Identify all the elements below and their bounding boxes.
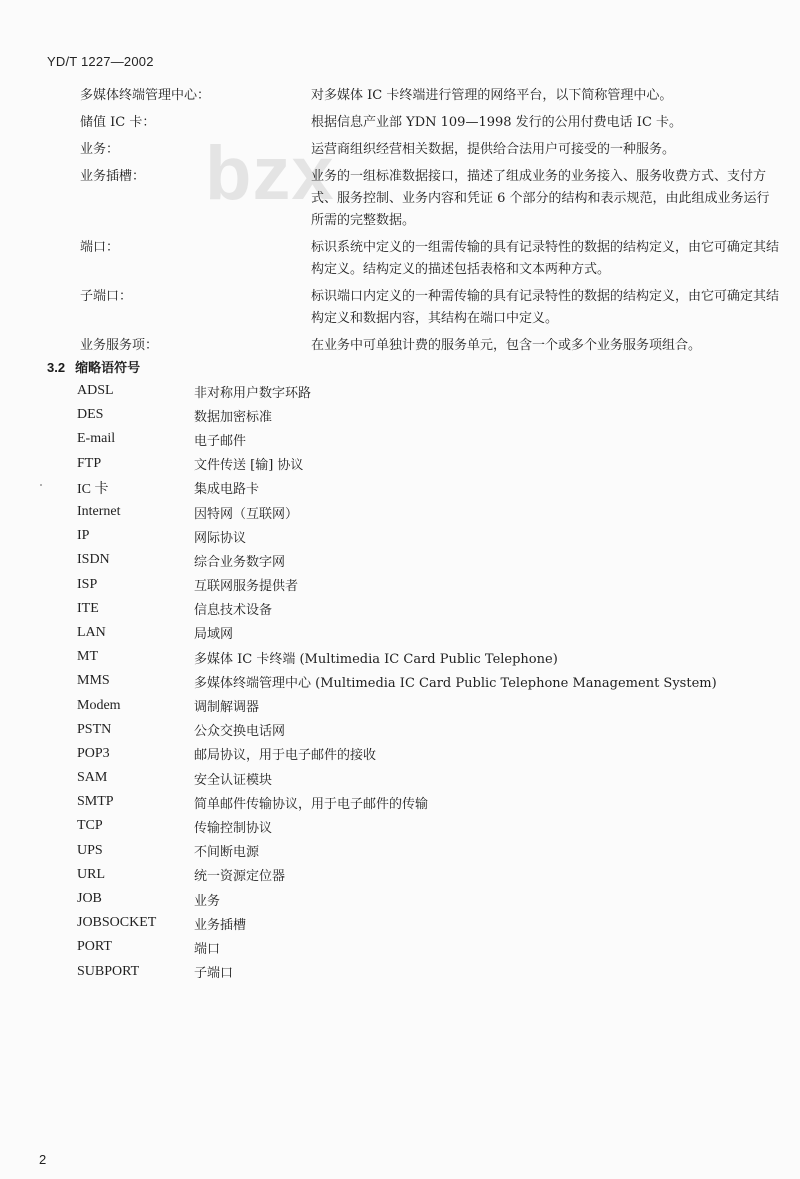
term-row [80, 335, 780, 357]
abbreviation-code: FTP [77, 455, 102, 471]
abbreviation-meaning: 业务插槽 [194, 917, 247, 933]
abbreviation-code: LAN [77, 624, 106, 640]
abbreviation-row [77, 452, 787, 476]
abbreviation-meaning: 互联网服务提供者 [194, 579, 299, 595]
abbreviation-code: IC 卡 [77, 481, 109, 497]
abbreviation-code: URL [77, 866, 105, 882]
term-definition: 对多媒体 IC 卡终端进行管理的网络平台，以下简称管理中心。 [311, 88, 673, 103]
abbreviation-meaning: 电子邮件 [194, 433, 247, 449]
abbreviation-meaning: 因特网（互联网） [194, 506, 299, 522]
abbreviation-code: IP [77, 528, 90, 544]
abbreviation-code: DES [77, 407, 104, 423]
abbreviation-meaning: 非对称用户数字环路 [194, 385, 312, 401]
term-row [80, 166, 780, 232]
abbreviation-code: POP3 [77, 745, 110, 761]
abbreviation-row [77, 742, 787, 766]
abbreviation-meaning: 业务 [194, 893, 221, 909]
abbreviation-row [77, 621, 787, 645]
abbreviation-row [77, 427, 787, 451]
abbreviation-meaning: 综合业务数字网 [194, 554, 286, 570]
abbreviation-meaning: 子端口 [194, 966, 234, 982]
abbreviation-row [77, 597, 787, 621]
abbreviation-meaning: 端口 [194, 941, 221, 957]
abbreviation-meaning: 数据加密标准 [194, 409, 273, 425]
section-title: 缩略语符号 [75, 360, 141, 375]
abbreviation-row [77, 500, 787, 524]
term-row [80, 139, 780, 161]
term-row [80, 237, 780, 281]
term-definitions [80, 85, 780, 362]
abbreviation-row [77, 814, 787, 838]
watermark: bzx [205, 131, 335, 216]
term-label: 端口： [80, 240, 120, 255]
term-label: 多媒体终端管理中心： [80, 88, 211, 103]
abbreviation-code: TCP [77, 818, 103, 834]
abbreviation-meaning: 邮局协议，用于电子邮件的接收 [194, 748, 377, 764]
abbreviation-row [77, 379, 787, 403]
abbreviation-meaning: 简单邮件传输协议，用于电子邮件的传输 [194, 796, 429, 812]
abbreviation-meaning: 文件传送 [输] 协议 [194, 458, 304, 474]
abbreviation-row [77, 548, 787, 572]
term-definition: 运营商组织经营相关数据，提供给合法用户可接受的一种服务。 [311, 142, 676, 157]
abbreviation-row [77, 935, 787, 959]
abbreviation-code: PSTN [77, 721, 112, 737]
abbreviation-meaning: 集成电路卡 [194, 482, 260, 498]
section-heading [47, 357, 140, 376]
abbreviation-row [77, 573, 787, 597]
abbreviation-code: MMS [77, 673, 110, 689]
abbreviation-meaning: 多媒体终端管理中心 (Multimedia IC Card Public Telephone Management System) [194, 675, 717, 691]
term-label: 业务服务项： [80, 338, 159, 353]
abbreviation-row [77, 693, 787, 717]
term-row [80, 85, 780, 107]
abbreviation-row [77, 645, 787, 669]
section-number: 3.2 [47, 360, 66, 375]
term-row [80, 286, 780, 330]
abbreviation-meaning: 传输控制协议 [194, 820, 273, 836]
term-row [80, 112, 780, 134]
abbreviation-row [77, 476, 787, 500]
term-definition: 业务的一组标准数据接口，描述了组成业务的业务接入、服务收费方式、支付方式、服务控制、业务内容和凭证 6 个部分的结构和表示规范，由此组成业务运行所需的完整数据。 [311, 169, 770, 228]
abbreviation-code: JOBSOCKET [77, 915, 157, 931]
abbreviation-row [77, 863, 787, 887]
scan-speck [40, 484, 42, 486]
abbreviation-meaning: 网际协议 [194, 530, 247, 546]
abbreviation-code: E-mail [77, 431, 116, 447]
term-definition: 标识端口内定义的一种需传输的具有记录特性的数据的结构定义，由它可确定其结构定义和数据内容，其结构在端口中定义。 [311, 289, 780, 326]
abbreviation-code: MT [77, 649, 98, 665]
abbreviation-code: SAM [77, 770, 108, 786]
abbreviation-code: PORT [77, 939, 112, 955]
abbreviation-code: ISDN [77, 552, 110, 568]
abbreviation-meaning: 不间断电源 [194, 845, 260, 861]
abbreviation-meaning: 局域网 [194, 627, 234, 643]
abbreviation-code: Modem [77, 697, 121, 713]
standard-code: YD/T 1227—2002 [47, 54, 154, 69]
abbreviation-code: JOB [77, 891, 102, 907]
abbreviation-code: SUBPORT [77, 963, 140, 979]
abbreviation-row [77, 839, 787, 863]
abbreviation-code: Internet [77, 504, 121, 520]
abbreviation-row [77, 887, 787, 911]
term-label: 储值 IC 卡： [80, 115, 156, 130]
term-definition: 根据信息产业部 YDN 109—1998 发行的公用付费电话 IC 卡。 [311, 115, 683, 130]
abbreviation-meaning: 多媒体 IC 卡终端 (Multimedia IC Card Public Telephone) [194, 651, 558, 667]
abbreviation-list [77, 379, 787, 984]
abbreviation-row [77, 790, 787, 814]
abbreviation-meaning: 统一资源定位器 [194, 869, 286, 885]
abbreviation-code: ADSL [77, 383, 114, 399]
abbreviation-meaning: 公众交换电话网 [194, 724, 286, 740]
abbreviation-meaning: 调制解调器 [194, 700, 260, 716]
abbreviation-row [77, 766, 787, 790]
term-label: 业务： [80, 142, 120, 157]
abbreviation-row [77, 669, 787, 693]
abbreviation-code: UPS [77, 842, 103, 858]
abbreviation-code: SMTP [77, 794, 114, 810]
abbreviation-row [77, 403, 787, 427]
term-definition: 标识系统中定义的一组需传输的具有记录特性的数据的结构定义，由它可确定其结构定义。结构定义的描述包括表格和文本两种方式。 [311, 240, 780, 277]
abbreviation-row [77, 524, 787, 548]
abbreviation-row [77, 911, 787, 935]
abbreviation-meaning: 安全认证模块 [194, 772, 273, 788]
term-label: 子端口： [80, 289, 133, 304]
abbreviation-row [77, 960, 787, 984]
abbreviation-code: ITE [77, 600, 99, 616]
term-definition: 在业务中可单独计费的服务单元，包含一个或多个业务服务项组合。 [311, 338, 702, 353]
abbreviation-code: ISP [77, 576, 98, 592]
page-number: 2 [39, 1152, 47, 1167]
abbreviation-row [77, 718, 787, 742]
abbreviation-meaning: 信息技术设备 [194, 603, 273, 619]
term-label: 业务插槽： [80, 169, 146, 184]
